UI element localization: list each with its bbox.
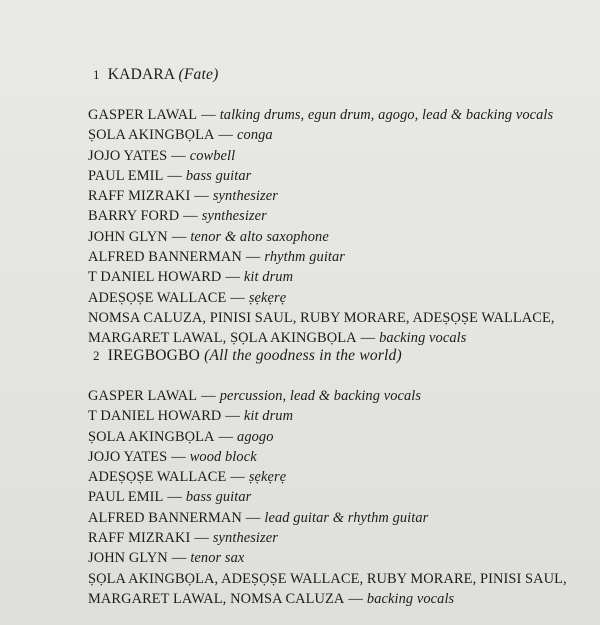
track-1-heading <box>88 64 588 86</box>
credit-separator: — <box>171 147 186 164</box>
credit-separator: — <box>194 188 209 205</box>
credit-line <box>88 186 588 206</box>
credit-role: talking drums, egun drum, agogo, lead & backing vocals <box>219 107 554 123</box>
credit-line <box>88 308 588 328</box>
credit-line <box>88 427 588 447</box>
credit-role: bass guitar <box>185 489 252 506</box>
track-2-heading <box>88 345 588 367</box>
credit-names: ADEṢỌṢE WALLACE <box>88 289 227 306</box>
credit-role: kit drum <box>243 269 294 286</box>
credit-names: ṢOLA AKINGBỌLA <box>88 428 215 445</box>
credits-list <box>88 386 588 609</box>
credit-separator: — <box>167 167 182 184</box>
credit-line <box>88 166 588 186</box>
credit-names: JOHN GLYN <box>88 550 168 567</box>
credit-separator: — <box>171 448 186 465</box>
credit-role: lead guitar & rhythm guitar <box>264 509 429 526</box>
credit-role: tenor sax <box>190 550 245 567</box>
credit-separator: — <box>348 590 363 607</box>
credit-role: ṣẹkẹrẹ <box>248 469 287 486</box>
credit-separator: — <box>225 269 240 286</box>
credit-separator: — <box>183 208 198 225</box>
credit-role: ṣẹkẹrẹ <box>248 289 287 306</box>
credit-line <box>88 146 588 166</box>
credit-line <box>88 548 588 568</box>
credit-separator: — <box>194 530 209 547</box>
track-2-section <box>88 345 588 609</box>
track-1-section <box>88 64 588 349</box>
credit-names: T DANIEL HOWARD <box>88 408 222 425</box>
track-number: 1 <box>93 67 100 82</box>
credit-names: GASPER LAWAL <box>88 107 198 123</box>
credit-role: synthesizer <box>212 530 278 547</box>
credit-names: JOHN GLYN <box>88 228 168 245</box>
credit-role: synthesizer <box>212 188 278 205</box>
credit-names: PAUL EMIL <box>88 489 164 506</box>
credit-separator: — <box>201 388 216 404</box>
credit-names: JOJO YATES <box>88 448 168 465</box>
credit-separator: — <box>218 127 234 144</box>
credit-names: RAFF MIZRAKI <box>88 188 191 205</box>
credit-names: ṢỌLA AKINGBỌLA, ADEṢỌṢE WALLACE, RUBY MORARE, PINISI SAUL, <box>88 570 567 587</box>
credit-names: ALFRED BANNERMAN <box>88 509 242 526</box>
credit-separator: — <box>225 408 240 425</box>
credit-line <box>88 267 588 287</box>
credit-separator: — <box>171 550 187 567</box>
credit-separator: — <box>218 428 234 445</box>
credit-separator: — <box>245 249 261 266</box>
credit-role: rhythm guitar <box>264 249 346 266</box>
track-subtitle: (All the goodness in the world) <box>204 347 402 364</box>
credit-separator: — <box>230 469 245 486</box>
credit-names: PAUL EMIL <box>88 167 164 184</box>
credit-names: T DANIEL HOWARD <box>88 269 222 286</box>
credit-names: RAFF MIZRAKI <box>88 530 191 547</box>
credit-separator: — <box>167 489 182 506</box>
credit-role: conga <box>237 127 273 144</box>
credit-line <box>88 508 588 528</box>
credit-line <box>88 589 588 609</box>
credit-line <box>88 227 588 247</box>
credit-role: bass guitar <box>185 167 252 184</box>
credits-list <box>88 105 588 349</box>
credit-line <box>88 386 588 406</box>
credit-separator: — <box>171 228 187 245</box>
credit-names: NOMSA CALUZA, PINISI SAUL, RUBY MORARE, ADEṢỌṢE WALLACE, <box>88 309 555 326</box>
credit-names: MARGARET LAWAL, NOMSA CALUZA <box>88 590 345 607</box>
credit-line <box>88 406 588 426</box>
credit-role: backing vocals <box>366 590 455 607</box>
credit-separator: — <box>360 330 376 347</box>
credit-role: synthesizer <box>201 208 267 225</box>
credit-line <box>88 105 588 125</box>
credit-line <box>88 569 588 589</box>
track-number: 2 <box>93 348 100 363</box>
credit-line <box>88 467 588 487</box>
credit-line <box>88 528 588 548</box>
credit-names: JOJO YATES <box>88 147 168 164</box>
credit-line <box>88 206 588 226</box>
credit-line <box>88 288 588 308</box>
credit-separator: — <box>245 509 261 526</box>
credit-line <box>88 447 588 467</box>
credit-role: percussion, lead & backing vocals <box>219 388 422 404</box>
credit-names: ADEṢỌṢE WALLACE <box>88 469 227 486</box>
credit-role: wood block <box>189 448 257 465</box>
credit-line <box>88 125 588 145</box>
credit-names: MARGARET LAWAL, ṢỌLA AKINGBỌLA <box>88 330 357 347</box>
credit-line <box>88 247 588 267</box>
credit-names: GASPER LAWAL <box>88 388 198 404</box>
credit-role: backing vocals <box>379 330 467 347</box>
credit-role: tenor & alto saxophone <box>190 228 329 245</box>
credit-line <box>88 487 588 507</box>
credit-role: agogo <box>237 428 274 445</box>
credit-names: ṢOLA AKINGBỌLA <box>88 127 215 144</box>
credit-names: BARRY FORD <box>88 208 180 225</box>
credit-separator: — <box>230 289 245 306</box>
credit-separator: — <box>201 107 216 123</box>
credit-names: ALFRED BANNERMAN <box>88 249 242 266</box>
track-title: KADARA <box>107 66 175 83</box>
track-subtitle: (Fate) <box>178 66 219 83</box>
track-title: IREGBOGBO <box>107 347 201 364</box>
credit-role: kit drum <box>243 408 294 425</box>
credit-role: cowbell <box>189 147 236 164</box>
